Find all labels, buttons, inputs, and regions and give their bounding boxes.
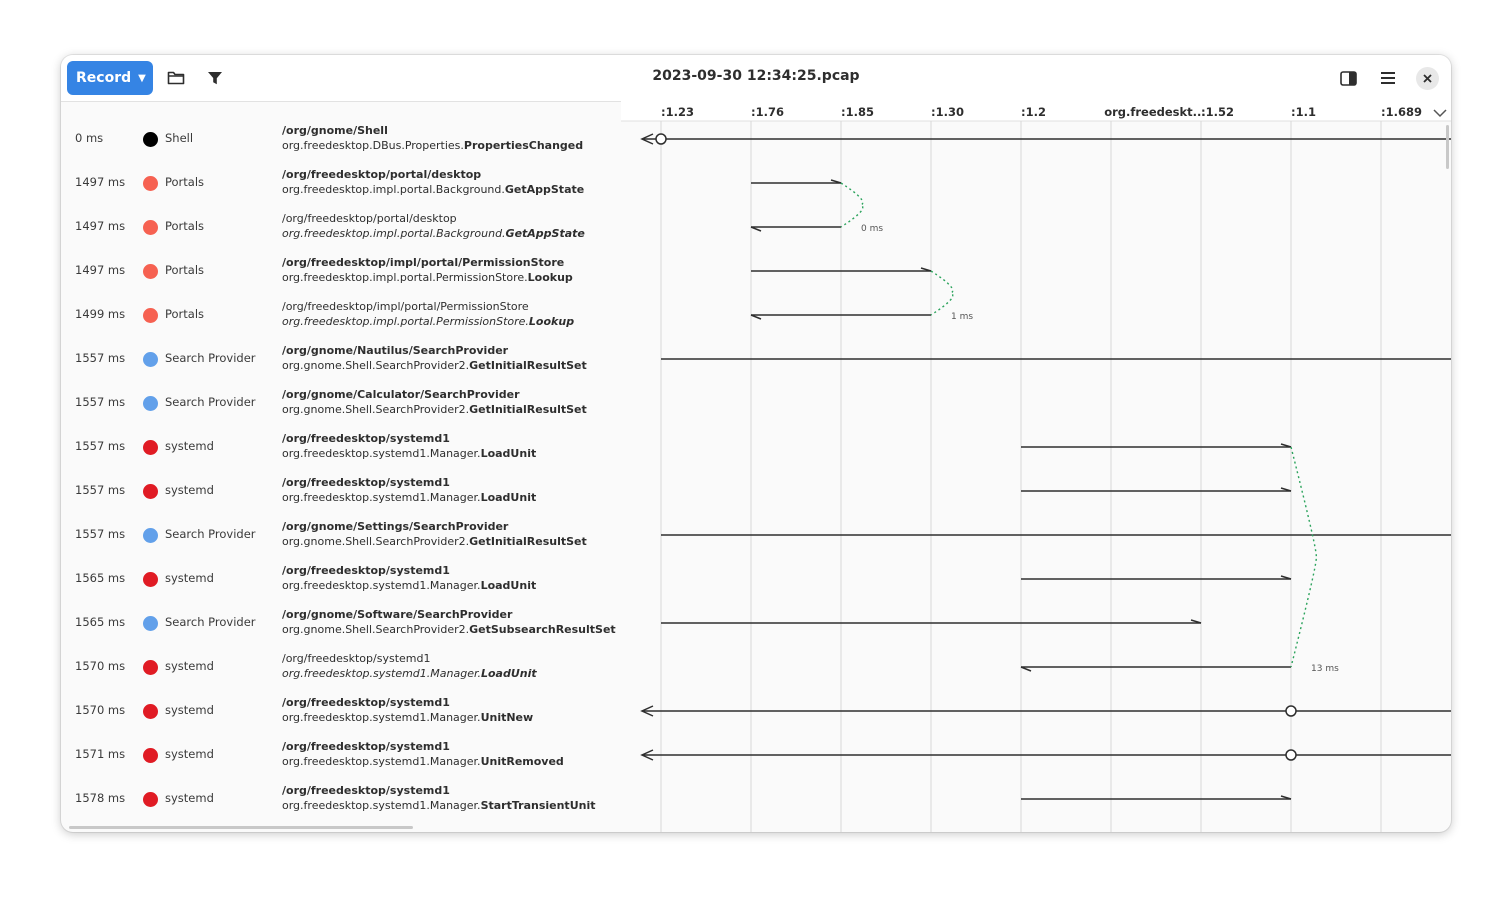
interface-name: org.gnome.Shell.SearchProvider2.: [282, 535, 470, 548]
sender-color-dot: [143, 792, 158, 807]
interface-member: [282, 447, 536, 460]
object-path: /org/freedesktop/systemd1: [282, 784, 450, 797]
message-time: 1578 ms: [75, 791, 126, 805]
signal-origin-marker: [656, 134, 666, 144]
object-path: /org/gnome/Shell: [282, 124, 388, 137]
record-label: Record: [76, 70, 132, 86]
sender-name: systemd: [165, 439, 214, 453]
interface-member: [282, 403, 587, 416]
sender-name: Shell: [165, 131, 194, 145]
message-time: 1571 ms: [75, 747, 126, 761]
header-bar: [61, 55, 1451, 102]
interface-name: org.freedesktop.impl.portal.Background.: [282, 183, 505, 196]
object-path: /org/freedesktop/systemd1: [282, 696, 450, 709]
member-name: GetSubsearchResultSet: [469, 623, 616, 636]
interface-name: org.freedesktop.systemd1.Manager.: [282, 491, 481, 504]
interface-name: org.gnome.Shell.SearchProvider2.: [282, 359, 470, 372]
record-button[interactable]: [67, 61, 153, 95]
message-time: 1570 ms: [75, 703, 126, 717]
column-header-label[interactable]: :1.52: [1201, 105, 1234, 119]
member-name: GetInitialResultSet: [469, 535, 587, 548]
member-name: LoadUnit: [480, 447, 537, 460]
sidebar-toggle-icon[interactable]: [1334, 64, 1362, 92]
column-header-label[interactable]: :1.30: [931, 105, 964, 119]
object-path: /org/freedesktop/systemd1: [282, 564, 450, 577]
object-path: /org/gnome/Software/SearchProvider: [282, 608, 513, 621]
sender-name: systemd: [165, 659, 214, 673]
horizontal-scrollbar[interactable]: [69, 826, 413, 829]
message-time: 1557 ms: [75, 439, 126, 453]
message-row[interactable]: [61, 423, 651, 467]
interface-member: [282, 491, 536, 504]
member-name: GetAppState: [504, 183, 585, 196]
latency-arc: [841, 183, 863, 227]
signal-origin-marker: [1286, 750, 1296, 760]
sender-name: systemd: [165, 791, 214, 805]
object-path: /org/freedesktop/impl/portal/PermissionStore: [282, 256, 565, 269]
sender-color-dot: [143, 264, 158, 279]
object-path: /org/freedesktop/portal/desktop: [282, 212, 457, 225]
message-time: 0 ms: [75, 131, 104, 145]
object-path: /org/gnome/Calculator/SearchProvider: [282, 388, 520, 401]
interface-name: org.freedesktop.systemd1.Manager.: [282, 799, 481, 812]
object-path: /org/freedesktop/systemd1: [282, 476, 450, 489]
message-row[interactable]: [61, 379, 651, 423]
sender-name: systemd: [165, 571, 214, 585]
message-row[interactable]: [61, 247, 651, 291]
chevron-down-icon: ▼: [138, 72, 146, 84]
latency-arc: [931, 271, 953, 315]
sender-color-dot: [143, 220, 158, 235]
member-name: LoadUnit: [480, 579, 537, 592]
window-title: 2023-09-30 12:34:25.pcap: [652, 68, 860, 84]
message-row[interactable]: [61, 335, 651, 379]
sender-name: Search Provider: [165, 615, 256, 629]
folder-icon[interactable]: [162, 64, 190, 92]
latency-label: 13 ms: [1311, 664, 1339, 674]
column-header-label[interactable]: :1.85: [841, 105, 874, 119]
latency-arc: [1291, 447, 1316, 667]
vertical-scrollbar: [1446, 125, 1449, 169]
object-path: /org/freedesktop/systemd1: [282, 652, 431, 665]
message-time: 1497 ms: [75, 263, 126, 277]
hamburger-menu-icon[interactable]: [1374, 64, 1402, 92]
column-header-label[interactable]: :1.76: [751, 105, 784, 119]
sender-name: systemd: [165, 747, 214, 761]
member-name: Lookup: [528, 315, 575, 328]
sender-color-dot: [143, 572, 158, 587]
interface-name: org.freedesktop.impl.portal.PermissionStore.: [282, 315, 529, 328]
interface-member: [282, 139, 583, 152]
member-name: UnitNew: [480, 711, 534, 724]
sender-color-dot: [143, 616, 158, 631]
interface-name: org.freedesktop.impl.portal.PermissionStore.: [282, 271, 528, 284]
object-path: /org/freedesktop/systemd1: [282, 432, 450, 445]
message-time: 1570 ms: [75, 659, 126, 673]
message-time: 1557 ms: [75, 351, 126, 365]
interface-member: [282, 755, 564, 768]
latency-label: 0 ms: [861, 224, 884, 234]
interface-member: [282, 667, 537, 680]
message-row[interactable]: [61, 291, 651, 335]
column-header-label[interactable]: :1.2: [1021, 105, 1046, 119]
member-name: LoadUnit: [480, 667, 537, 680]
sender-color-dot: [143, 660, 158, 675]
interface-member: [282, 799, 595, 812]
column-header-label[interactable]: :1.23: [661, 105, 694, 119]
object-path: /org/gnome/Nautilus/SearchProvider: [282, 344, 509, 357]
interface-name: org.gnome.Shell.SearchProvider2.: [282, 403, 470, 416]
interface-member: [282, 535, 587, 548]
close-icon[interactable]: [1416, 67, 1439, 90]
object-path: /org/freedesktop/portal/desktop: [282, 168, 482, 181]
sender-color-dot: [143, 748, 158, 763]
interface-name: org.freedesktop.DBus.Properties.: [282, 139, 464, 152]
member-name: GetInitialResultSet: [469, 359, 587, 372]
sender-color-dot: [143, 132, 158, 147]
interface-name: org.freedesktop.systemd1.Manager.: [282, 667, 481, 680]
message-row[interactable]: [61, 159, 651, 203]
member-name: StartTransientUnit: [480, 799, 596, 812]
object-path: /org/gnome/Settings/SearchProvider: [282, 520, 509, 533]
interface-name: org.freedesktop.impl.portal.Background.: [282, 227, 506, 240]
sender-name: Search Provider: [165, 351, 256, 365]
sender-name: Portals: [165, 263, 205, 277]
column-header-label[interactable]: :1.1: [1291, 105, 1316, 119]
message-row[interactable]: [61, 511, 651, 555]
sender-color-dot: [143, 484, 158, 499]
sender-color-dot: [143, 308, 158, 323]
interface-name: org.gnome.Shell.SearchProvider2.: [282, 623, 470, 636]
message-time: 1557 ms: [75, 483, 126, 497]
interface-member: [282, 315, 574, 328]
interface-member: [282, 579, 536, 592]
member-name: GetInitialResultSet: [469, 403, 587, 416]
message-row[interactable]: [61, 775, 651, 819]
member-name: Lookup: [527, 271, 573, 284]
object-path: /org/freedesktop/impl/portal/PermissionStore: [282, 300, 529, 313]
message-time: 1565 ms: [75, 615, 126, 629]
message-time: 1557 ms: [75, 527, 126, 541]
sender-name: Search Provider: [165, 395, 256, 409]
message-row[interactable]: [61, 467, 651, 511]
interface-member: [282, 183, 584, 196]
message-row[interactable]: [61, 643, 651, 687]
sender-color-dot: [143, 528, 158, 543]
latency-label: 1 ms: [951, 312, 974, 322]
message-time: 1499 ms: [75, 307, 126, 321]
interface-member: [282, 227, 585, 240]
message-row[interactable]: [61, 687, 651, 731]
message-sequence-chart[interactable]: [621, 101, 1451, 832]
message-time: 1565 ms: [75, 571, 126, 585]
sender-color-dot: [143, 176, 158, 191]
interface-name: org.freedesktop.systemd1.Manager.: [282, 579, 481, 592]
interface-member: [282, 623, 616, 636]
interface-member: [282, 359, 587, 372]
member-name: GetAppState: [505, 227, 585, 240]
interface-member: [282, 271, 573, 284]
sender-color-dot: [143, 704, 158, 719]
member-name: LoadUnit: [480, 491, 537, 504]
sender-color-dot: [143, 440, 158, 455]
sender-name: Search Provider: [165, 527, 256, 541]
sender-name: systemd: [165, 703, 214, 717]
sender-color-dot: [143, 396, 158, 411]
sender-name: Portals: [165, 219, 205, 233]
member-name: UnitRemoved: [480, 755, 564, 768]
message-time: 1557 ms: [75, 395, 126, 409]
sender-name: systemd: [165, 483, 214, 497]
column-header-label[interactable]: org.freedeskt...: [1104, 105, 1206, 119]
sender-name: Portals: [165, 175, 205, 189]
member-name: PropertiesChanged: [463, 139, 584, 152]
message-time: 1497 ms: [75, 175, 126, 189]
message-row[interactable]: [61, 731, 651, 775]
message-row[interactable]: [61, 203, 651, 247]
interface-member: [282, 711, 533, 724]
column-header-label[interactable]: :1.689: [1381, 105, 1422, 119]
signal-origin-marker: [1286, 706, 1296, 716]
app-window: [61, 55, 1451, 832]
message-time: 1497 ms: [75, 219, 126, 233]
interface-name: org.freedesktop.systemd1.Manager.: [282, 447, 481, 460]
filter-icon[interactable]: [201, 64, 229, 92]
sender-name: Portals: [165, 307, 205, 321]
interface-name: org.freedesktop.systemd1.Manager.: [282, 711, 481, 724]
sender-color-dot: [143, 352, 158, 367]
object-path: /org/freedesktop/systemd1: [282, 740, 450, 753]
message-row[interactable]: [61, 599, 651, 643]
message-row[interactable]: [61, 115, 651, 159]
interface-name: org.freedesktop.systemd1.Manager.: [282, 755, 481, 768]
message-row[interactable]: [61, 555, 651, 599]
